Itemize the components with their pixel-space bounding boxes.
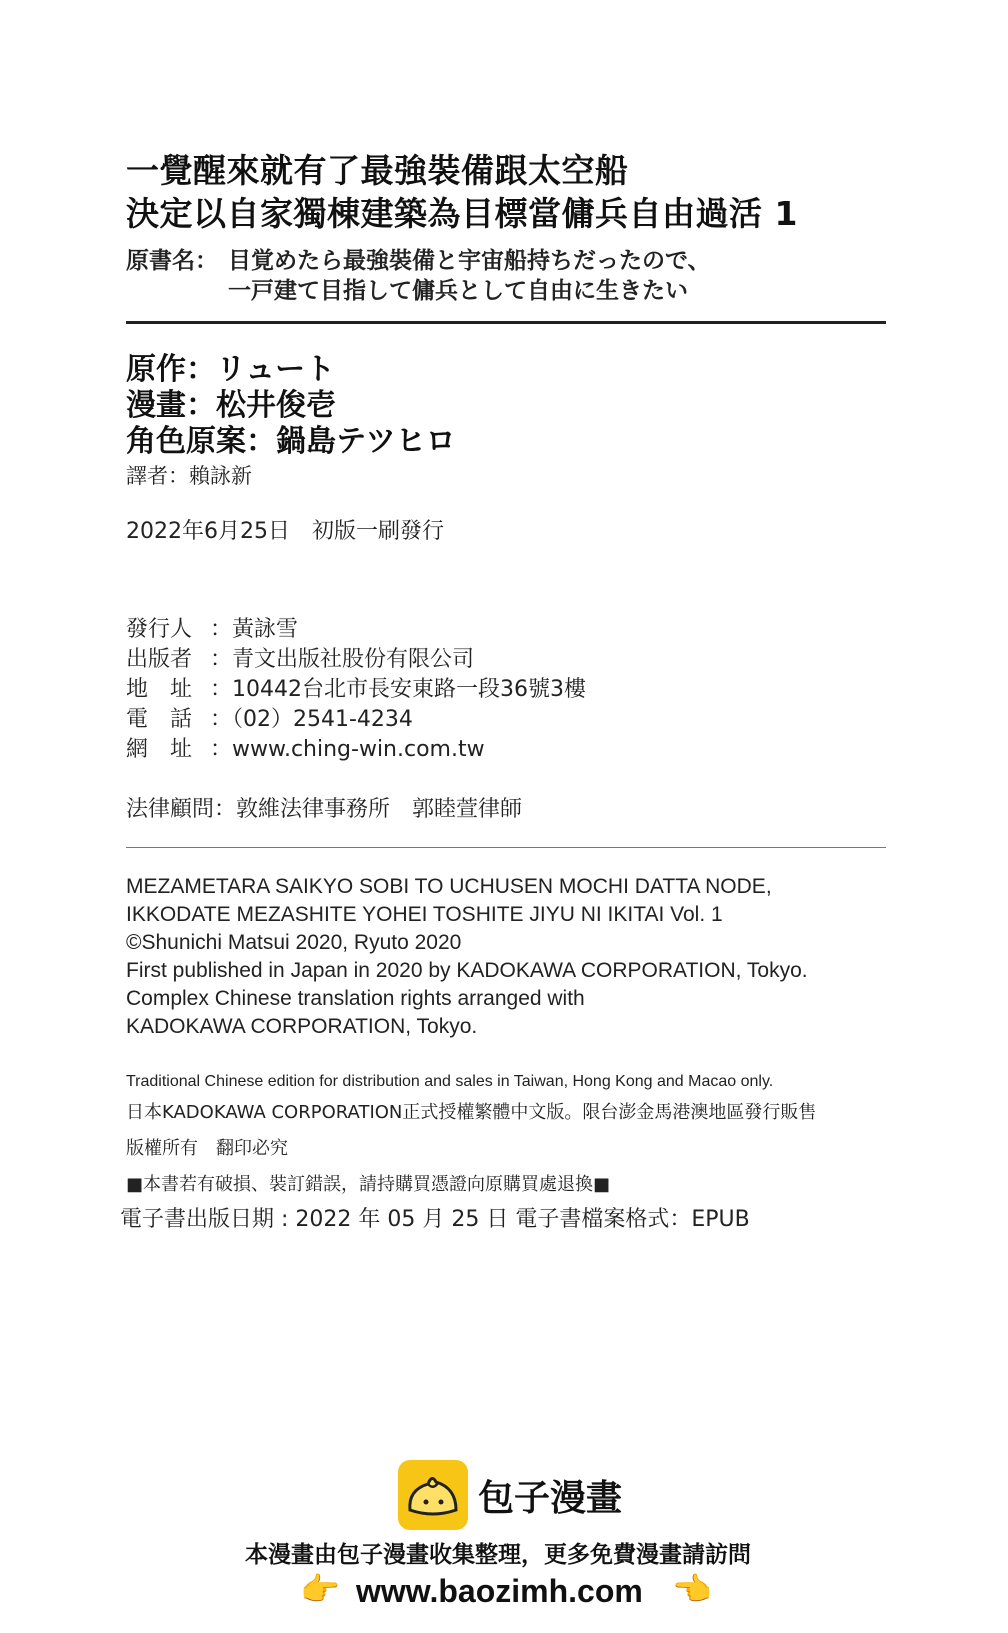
info-row-website: 網 址 ：www.ching-win.com.tw <box>126 737 485 762</box>
title-line-1: 一覺醒來就有了最強裝備跟太空船 <box>126 151 629 190</box>
pointing-left-icon: 👈 <box>672 1570 712 1608</box>
info-row-address: 地 址 ：10442台北市長安東路一段36號3樓 <box>126 677 586 702</box>
info-row-publisher: 出版者 ：青文出版社股份有限公司 <box>126 647 475 672</box>
distribution-note: Traditional Chinese edition for distribution and sales in Taiwan, Hong Kong and Macao only. <box>126 1073 774 1090</box>
pointing-right-icon: 👉 <box>300 1570 340 1608</box>
baozi-icon <box>398 1460 468 1530</box>
title-line-2: 決定以自家獨棟建築為目標當傭兵自由過活 1 <box>126 194 798 233</box>
brand-url[interactable]: www.baozimh.com <box>356 1573 643 1609</box>
english-line-6: KADOKAWA CORPORATION, Tokyo. <box>126 1015 478 1038</box>
english-line-1: MEZAMETARA SAIKYO SOBI TO UCHUSEN MOCHI DATTA NODE, <box>126 875 772 898</box>
brand-name: 包子漫畫 <box>478 1478 623 1519</box>
brand-slogan: 本漫畫由包子漫畫收集整理，更多免費漫畫請訪問 <box>245 1542 751 1568</box>
english-line-5: Complex Chinese translation rights arranged with <box>126 987 585 1010</box>
license-note: 日本KADOKAWA CORPORATION正式授權繁體中文版。限台澎金馬港澳地區發行販售 <box>126 1102 817 1123</box>
rights-note: 版權所有 翻印必究 <box>126 1138 288 1159</box>
divider-middle <box>126 847 886 848</box>
credit-author: 原作：リュート <box>126 352 336 387</box>
edition-date: 2022年6月25日 初版一刷發行 <box>126 519 444 544</box>
original-title-prefix: 原書名： <box>126 248 218 274</box>
info-row-publisher-person: 發行人 ：黃詠雪 <box>126 617 299 642</box>
original-title-line-1: 目覚めたら最強裝備と宇宙船持ちだったので、 <box>228 248 711 274</box>
ebook-info: 電子書出版日期 : 2022 年 05 月 25 日 電子書檔案格式：EPUB <box>120 1207 750 1232</box>
legal-advisor: 法律顧問：敦維法律事務所 郭睦萱律師 <box>126 797 523 822</box>
credit-manga: 漫畫：松井俊壱 <box>126 388 336 423</box>
english-line-4: First published in Japan in 2020 by KADOKAWA CORPORATION, Tokyo. <box>126 959 808 982</box>
info-row-phone: 電 話 ：（02）2541-4234 <box>126 707 413 732</box>
credit-translator: 譯者：賴詠新 <box>126 464 252 488</box>
english-line-3: ©Shunichi Matsui 2020, Ryuto 2020 <box>126 931 462 954</box>
credit-character-design: 角色原案：鍋島テツヒロ <box>126 424 456 459</box>
divider-top <box>126 321 886 324</box>
english-line-2: IKKODATE MEZASHITE YOHEI TOSHITE JIYU NI IKITAI Vol. 1 <box>126 903 723 926</box>
original-title-line-2: 一戸建て目指して傭兵として自由に生きたい <box>228 278 688 304</box>
return-notice: ■本書若有破損、裝訂錯誤，請持購買憑證向原購買處退換■ <box>126 1174 611 1195</box>
